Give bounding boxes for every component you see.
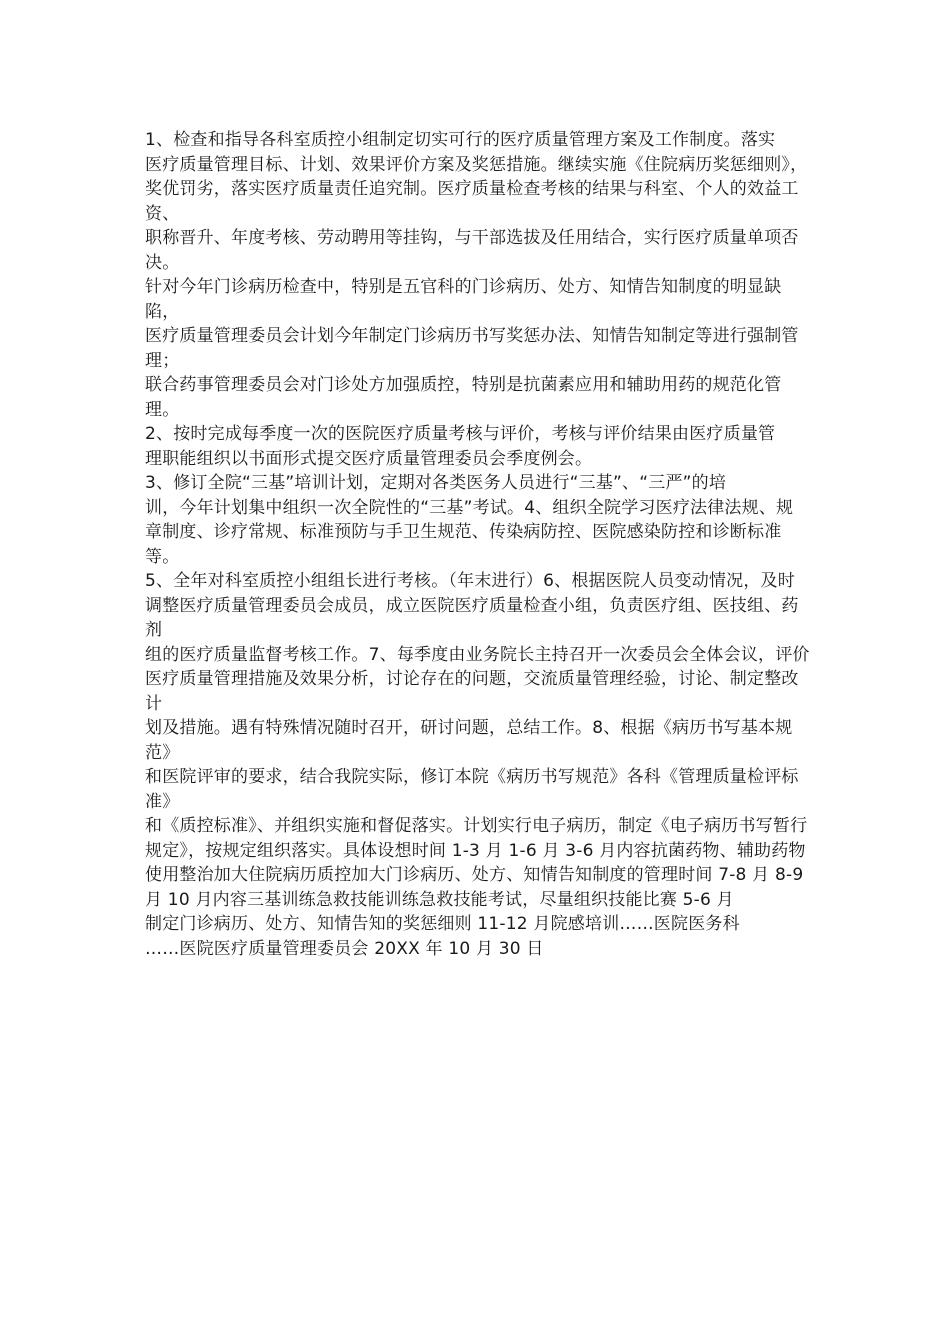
text-line: ……医院医疗质量管理委员会 20XX 年 10 月 30 日 xyxy=(145,938,544,959)
text-line: 和《质控标准》、并组织实施和督促落实。计划实行电子病历，制定《电子病历书写暂行 xyxy=(145,816,808,836)
text-line: 月 10 月内容三基训练急救技能训练急救技能考试，尽量组织技能比赛 5-6 月 xyxy=(145,889,734,910)
text-line: 训，今年计划集中组织一次全院性的“三基”考试。4、组织全院学习医疗法律法规、规 xyxy=(145,497,794,518)
text-line: 医疗质量管理目标、计划、效果评价方案及奖惩措施。继续实施《住院病历奖惩细则》， xyxy=(145,154,808,175)
text-line: 职称晋升、年度考核、劳动聘用等挂钩，与干部选拔及任用结合，实行医疗质量单项否决。 xyxy=(145,228,799,273)
text-line: 章制度、诊疗常规、标准预防与手卫生规范、传染病防控、医院感染防控和诊断标准等。 xyxy=(145,522,782,567)
text-line: 组的医疗质量监督考核工作。7、每季度由业务院长主持召开一次委员会全体会议，评价 xyxy=(145,644,810,665)
text-line: 划及措施。遇有特殊情况随时召开，研讨问题，总结工作。8、根据《病历书写基本规范》 xyxy=(145,718,793,763)
text-line: 使用整治加大住院病历质控加大门诊病历、处方、知情告知制度的管理时间 7-8 月 8-9 xyxy=(145,865,804,885)
text-line: 1、检查和指导各科室质控小组制定切实可行的医疗质量管理方案及工作制度。落实 xyxy=(145,130,776,150)
text-line: 联合药事管理委员会对门诊处方加强质控，特别是抗菌素应用和辅助用药的规范化管理。 xyxy=(145,375,782,420)
text-line: 医疗质量管理委员会计划今年制定门诊病历书写奖惩办法、知情告知制定等进行强制管理； xyxy=(145,326,799,371)
text-line: 奖优罚劣，落实医疗质量责任追究制。医疗质量检查考核的结果与科室、个人的效益工资、 xyxy=(145,179,799,224)
text-line: 5、全年对科室质控小组组长进行考核。（年末进行）6、根据医院人员变动情况，及时 xyxy=(145,571,795,591)
text-line: 规定》，按规定组织落实。具体设想时间 1-3 月 1-6 月 3-6 月内容抗菌药物、辅助药物 xyxy=(145,840,806,861)
text-line: 理职能组织以书面形式提交医疗质量管理委员会季度例会。 xyxy=(145,448,593,469)
text-line: 针对今年门诊病历检查中，特别是五官科的门诊病历、处方、知情告知制度的明显缺陷， xyxy=(145,277,782,322)
document-body xyxy=(145,128,810,961)
text-line: 2、按时完成每季度一次的医院医疗质量考核与评价，考核与评价结果由医疗质量管 xyxy=(145,424,776,444)
text-line: 医疗质量管理措施及效果分析，讨论存在的问题，交流质量管理经验，讨论、制定整改计 xyxy=(145,669,799,714)
text-line: 调整医疗质量管理委员会成员，成立医院医疗质量检查小组，负责医疗组、医技组、药剂 xyxy=(145,595,799,640)
text-line: 3、修订全院“三基”培训计划，定期对各类医务人员进行“三基”、“三严”的培 xyxy=(145,473,727,493)
text-line: 和医院评审的要求，结合我院实际，修订本院《病历书写规范》各科《管理质量检评标准》 xyxy=(145,767,799,812)
text-line: 制定门诊病历、处方、知情告知的奖惩细则 11-12 月院感培训……医院医务科 xyxy=(145,914,740,934)
